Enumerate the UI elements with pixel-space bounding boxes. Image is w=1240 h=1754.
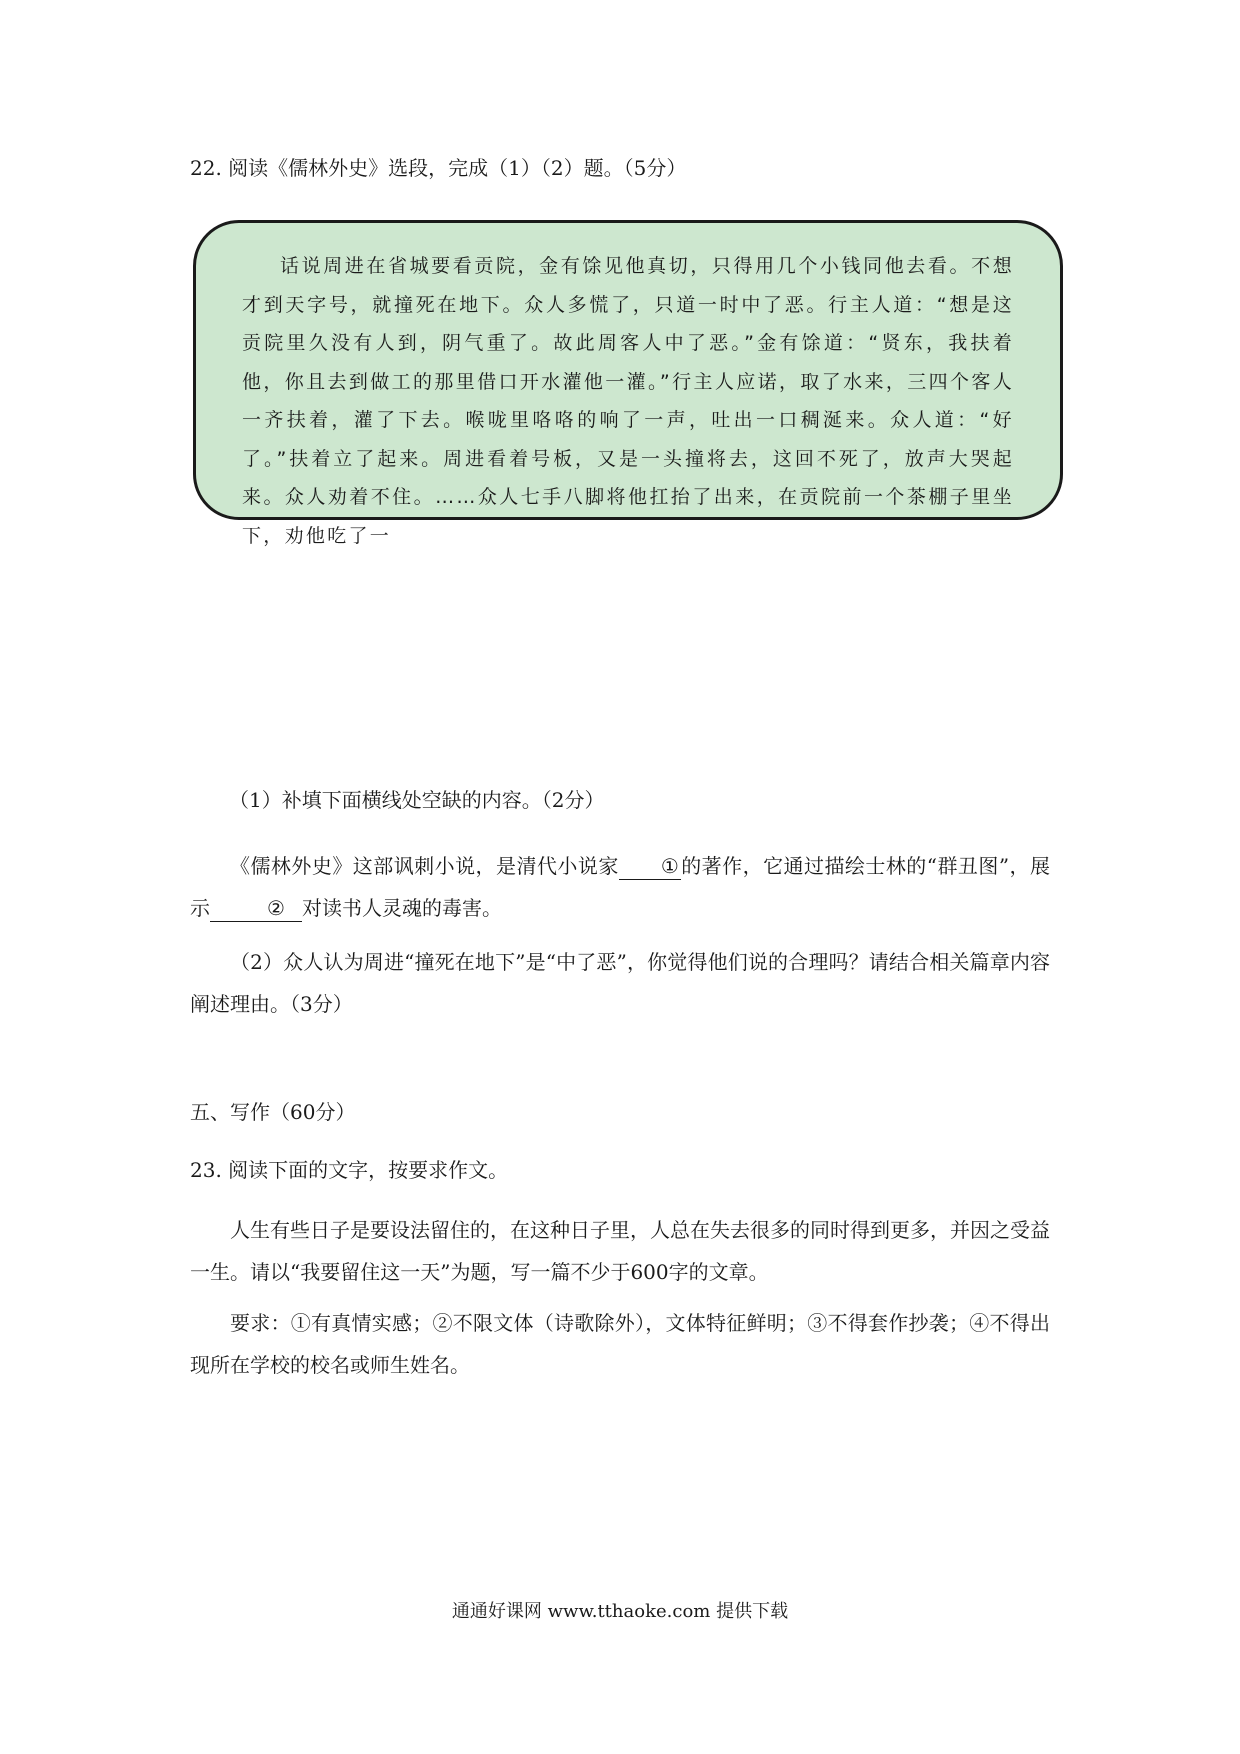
writing-requirements: 要求：①有真情实感；②不限文体（诗歌除外），文体特征鲜明；③不得套作抄袭；④不得出现所在学校的校名或师生姓名。	[190, 1311, 1050, 1377]
passage-box	[193, 220, 1063, 547]
section-5-title: 五、写作（60分）	[190, 1100, 356, 1124]
blank-1: ①	[619, 853, 681, 880]
sub-question-2-prompt: （2）众人认为周进“撞死在地下”是“中了恶”，你觉得他们说的合理吗？请结合相关篇章内容阐述理由。（3分）	[190, 950, 1050, 1016]
passage-text: 话说周进在省城要看贡院，金有馀见他真切，只得用几个小钱同他去看。不想才到天字号，就撞死在地下。众人多慌了，只道一时中了恶。行主人道：“想是这贡院里久没有人到，阴气重了。故此周客人中了恶。”金有馀道：“贤东，我扶着他，你且去到做工的那里借口开水灌他一灌。”行主人应诺，取了水来，三四个客人一齐扶着，灌了下去。喉咙里咯咯的响了一声，吐出一口稠涎来。众人道：“好了。”扶着立了起来。周进看着号板，又是一头撞将去，这回不死了，放声大哭起来。众人劝着不住。……众人七手八脚将他扛抬了出来，在贡院前一个茶棚子里坐下，劝他吃了一	[242, 255, 1014, 547]
footer-credit: 通通好课网 www.tthaoke.com 提供下载	[451, 1601, 789, 1622]
writing-prompt: 人生有些日子是要设法留住的，在这种日子里，人总在失去很多的同时得到更多，并因之受益一生。请以“我要留住这一天”为题，写一篇不少于600字的文章。	[190, 1218, 1050, 1284]
question-22-title: 22. 阅读《儒林外史》选段，完成（1）（2）题。（5分）	[190, 156, 687, 180]
fill-in-paragraph	[190, 845, 1050, 929]
fill-text-3: 对读书人灵魂的毒害。	[302, 896, 502, 920]
sub-question-1-prompt: （1）补填下面横线处空缺的内容。（2分）	[229, 788, 605, 812]
fill-text-2: 的著作，它通过描绘士林的“群丑图”，展示	[190, 854, 1051, 920]
question-23-title: 23. 阅读下面的文字，按要求作文。	[190, 1158, 509, 1182]
blank-2: ②	[210, 895, 302, 922]
fill-text-1: 《儒林外史》这部讽刺小说，是清代小说家	[230, 854, 619, 878]
